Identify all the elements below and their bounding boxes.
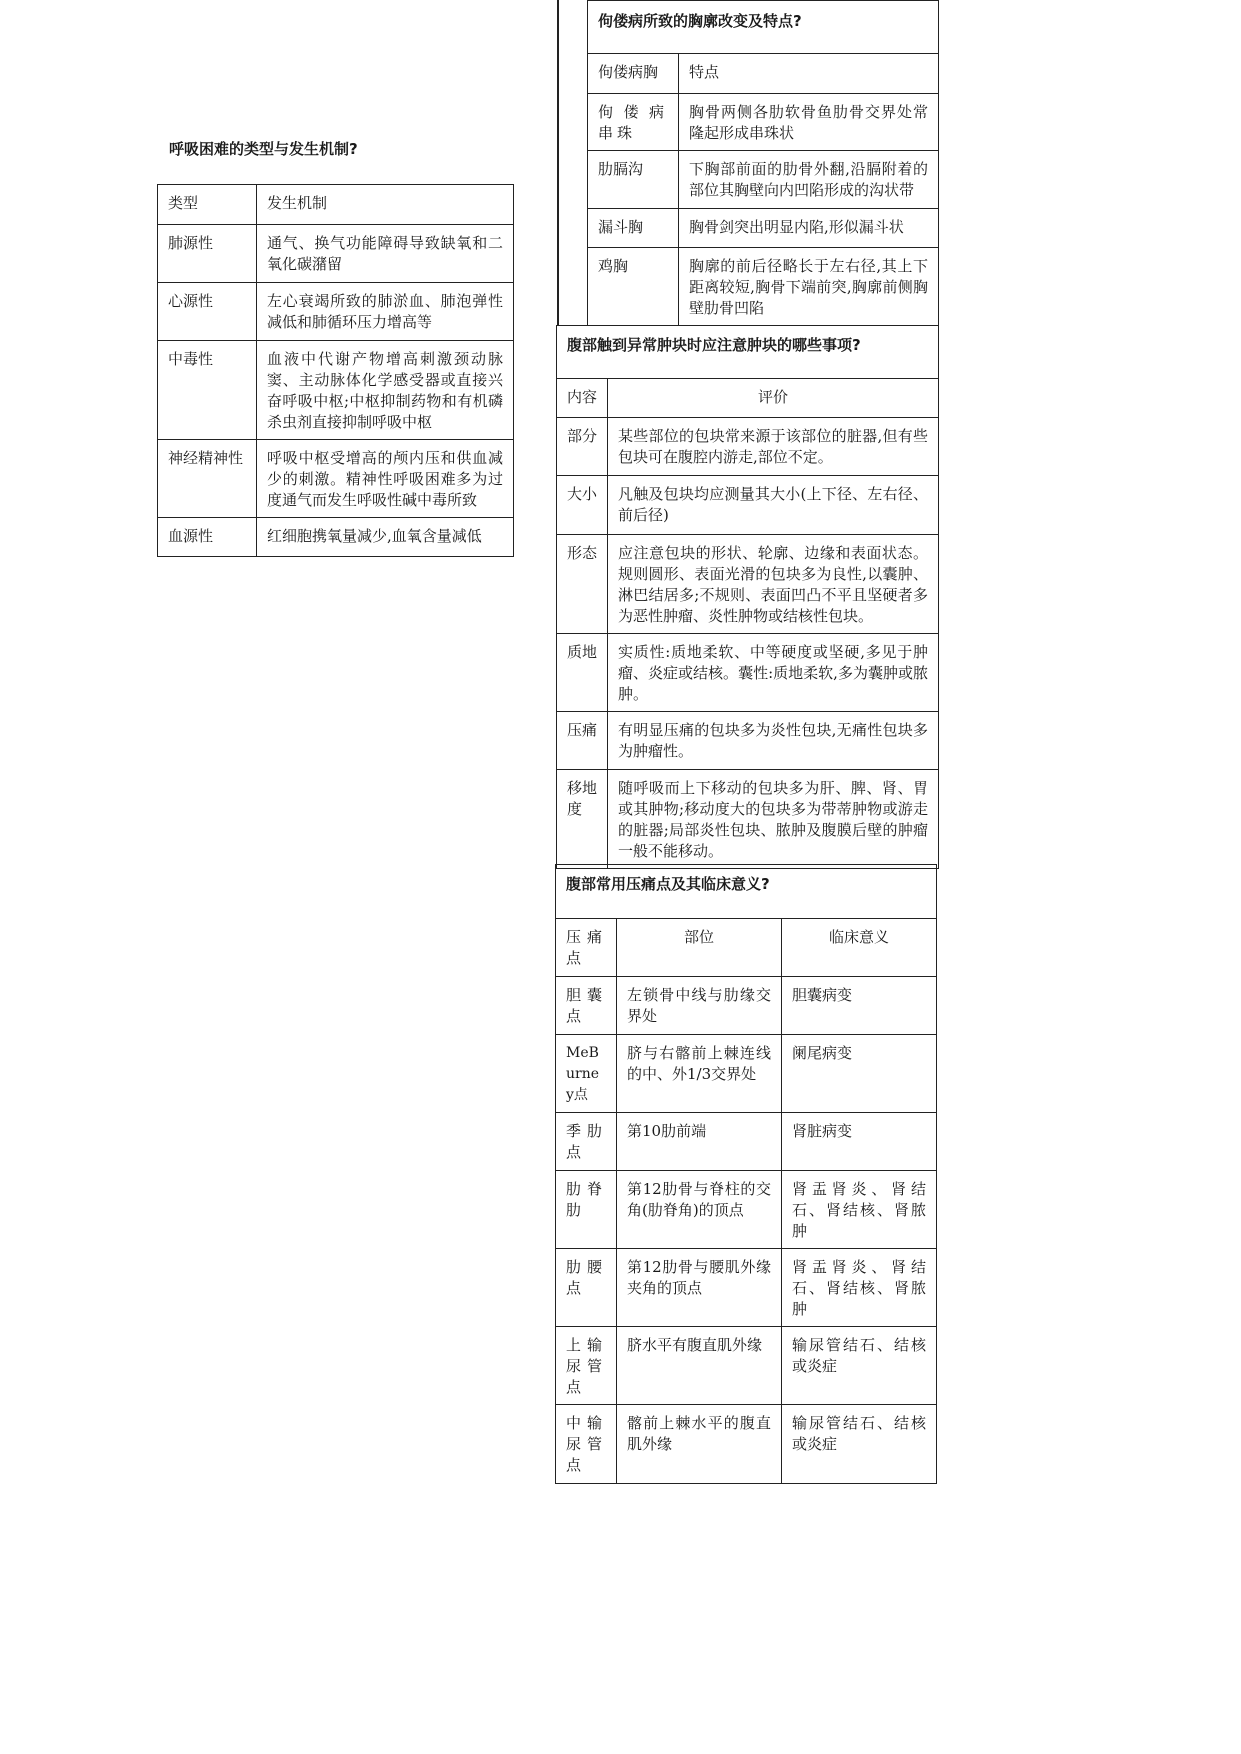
table-row	[557, 418, 939, 476]
significance-cell: 肾盂肾炎、肾结石、肾结核、肾脓肿	[782, 1171, 937, 1249]
mechanism-cell: 红细胞携氧量减少,血氧含量减低	[257, 518, 514, 557]
table-header-row	[588, 54, 939, 94]
header-cell: 特点	[679, 54, 939, 94]
point-cell: 季肋点	[556, 1113, 617, 1171]
item-cell: 大小	[557, 476, 608, 535]
dyspnea-title: 呼吸困难的类型与发生机制?	[169, 140, 358, 158]
significance-cell: 输尿管结石、结核或炎症	[782, 1327, 937, 1405]
point-cell: 肋脊肋	[556, 1171, 617, 1249]
table-row	[588, 248, 939, 326]
feature-cell: 胸廓的前后径略长于左右径,其上下距离较短,胸骨下端前突,胸廓前侧胸壁肋骨凹陷	[679, 248, 939, 326]
table-row	[588, 151, 939, 209]
type-cell: 肺源性	[158, 225, 257, 283]
point-cell: 肋腰点	[556, 1249, 617, 1327]
location-cell: 脐与右髂前上棘连线的中、外1/3交界处	[617, 1035, 782, 1113]
mass-title: 腹部触到异常肿块时应注意肿块的哪些事项?	[557, 326, 939, 379]
table-header-row	[557, 379, 939, 418]
evaluation-cell: 随呼吸而上下移动的包块多为肝、脾、肾、胃或其肿物;移动度大的包块多为带蒂肿物或游走的脏器;局部炎性包块、脓肿及腹膜后壁的肿瘤一般不能移动。	[608, 770, 939, 869]
location-cell: 脐水平有腹直肌外缘	[617, 1327, 782, 1405]
table-row	[557, 535, 939, 634]
location-cell: 左锁骨中线与肋缘交界处	[617, 977, 782, 1035]
item-cell: 形态	[557, 535, 608, 634]
table-row	[556, 1327, 937, 1405]
evaluation-cell: 有明显压痛的包块多为炎性包块,无痛性包块多为肿瘤性。	[608, 712, 939, 770]
chest-type-cell: 鸡胸	[588, 248, 679, 326]
table-header-row	[556, 919, 937, 977]
mechanism-cell: 血液中代谢产物增高刺激颈动脉窦、主动脉体化学感受器或直接兴奋呼吸中枢;中枢抑制药物和有机磷杀虫剂直接抑制呼吸中枢	[257, 341, 514, 440]
table-row	[556, 1249, 937, 1327]
mechanism-cell: 左心衰竭所致的肺淤血、肺泡弹性减低和肺循环压力增高等	[257, 283, 514, 341]
type-cell: 心源性	[158, 283, 257, 341]
table-row	[588, 209, 939, 248]
header-cell: 临床意义	[782, 919, 937, 977]
significance-cell: 胆囊病变	[782, 977, 937, 1035]
dyspnea-section	[157, 138, 513, 557]
table-title-row	[557, 326, 939, 379]
type-cell: 血源性	[158, 518, 257, 557]
mass-section	[556, 325, 938, 869]
table-row	[158, 341, 514, 440]
table-row	[588, 94, 939, 151]
table-header-row	[158, 185, 514, 225]
location-cell: 第12肋骨与脊柱的交角(肋脊角)的顶点	[617, 1171, 782, 1249]
evaluation-cell: 应注意包块的形状、轮廓、边缘和表面状态。规则圆形、表面光滑的包块多为良性,以囊肿、淋巴结居多;不规则、表面凹凸不平且坚硬者多为恶性肿瘤、炎性肿物或结核性包块。	[608, 535, 939, 634]
type-cell: 神经精神性	[158, 440, 257, 518]
table-row	[158, 225, 514, 283]
evaluation-cell: 凡触及包块均应测量其大小(上下径、左右径、前后径)	[608, 476, 939, 535]
item-cell: 移地度	[557, 770, 608, 869]
mechanism-cell: 呼吸中枢受增高的颅内压和供血减少的刺激。精神性呼吸困难多为过度通气而发生呼吸性碱中毒所致	[257, 440, 514, 518]
mass-table	[556, 325, 939, 869]
point-cell: 上输尿管点	[556, 1327, 617, 1405]
table-title-row	[588, 1, 939, 54]
point-cell: 中输尿管点	[556, 1405, 617, 1484]
dyspnea-table	[157, 184, 514, 557]
significance-cell: 输尿管结石、结核或炎症	[782, 1405, 937, 1484]
table-row	[556, 1405, 937, 1484]
header-cell: 压痛点	[556, 919, 617, 977]
chest-type-cell: 佝偻病串珠	[588, 94, 679, 151]
table-row	[557, 712, 939, 770]
table-row	[557, 770, 939, 869]
table-row	[556, 1171, 937, 1249]
table-row	[158, 440, 514, 518]
table-title-row	[556, 865, 937, 919]
point-cell: MeBurney点	[556, 1035, 617, 1113]
header-cell: 评价	[608, 379, 939, 418]
table-row	[158, 283, 514, 341]
item-cell: 压痛	[557, 712, 608, 770]
header-cell: 部位	[617, 919, 782, 977]
table-row	[556, 1035, 937, 1113]
significance-cell: 肾脏病变	[782, 1113, 937, 1171]
feature-cell: 胸骨两侧各肋软骨鱼肋骨交界处常隆起形成串珠状	[679, 94, 939, 151]
point-cell: 胆囊点	[556, 977, 617, 1035]
table-row	[557, 634, 939, 712]
significance-cell: 肾盂肾炎、肾结石、肾结核、肾脓肿	[782, 1249, 937, 1327]
table-row	[557, 476, 939, 535]
item-cell: 部分	[557, 418, 608, 476]
location-cell: 第10肋前端	[617, 1113, 782, 1171]
evaluation-cell: 某些部位的包块常来源于该部位的脏器,但有些包块可在腹腔内游走,部位不定。	[608, 418, 939, 476]
tender-title: 腹部常用压痛点及其临床意义?	[556, 865, 937, 919]
tender-table	[555, 864, 937, 1484]
location-cell: 髂前上棘水平的腹直肌外缘	[617, 1405, 782, 1484]
rickets-table	[587, 0, 939, 326]
header-cell: 内容	[557, 379, 608, 418]
header-cell: 类型	[158, 185, 257, 225]
type-cell: 中毒性	[158, 341, 257, 440]
table-row	[556, 977, 937, 1035]
table-row	[158, 518, 514, 557]
header-cell: 发生机制	[257, 185, 514, 225]
table-row	[556, 1113, 937, 1171]
left-margin-rule	[557, 0, 559, 326]
item-cell: 质地	[557, 634, 608, 712]
chest-type-cell: 肋膈沟	[588, 151, 679, 209]
feature-cell: 下胸部前面的肋骨外翻,沿膈附着的部位其胸壁向内凹陷形成的沟状带	[679, 151, 939, 209]
chest-type-cell: 漏斗胸	[588, 209, 679, 248]
feature-cell: 胸骨剑突出明显内陷,形似漏斗状	[679, 209, 939, 248]
header-cell: 佝偻病胸	[588, 54, 679, 94]
evaluation-cell: 实质性:质地柔软、中等硬度或坚硬,多见于肿瘤、炎症或结核。囊性:质地柔软,多为囊肿或脓肿。	[608, 634, 939, 712]
location-cell: 第12肋骨与腰肌外缘夹角的顶点	[617, 1249, 782, 1327]
mechanism-cell: 通气、换气功能障碍导致缺氧和二氧化碳潴留	[257, 225, 514, 283]
tender-section	[555, 864, 936, 1484]
rickets-title: 佝偻病所致的胸廓改变及特点?	[588, 1, 939, 54]
rickets-section	[587, 0, 938, 326]
significance-cell: 阑尾病变	[782, 1035, 937, 1113]
